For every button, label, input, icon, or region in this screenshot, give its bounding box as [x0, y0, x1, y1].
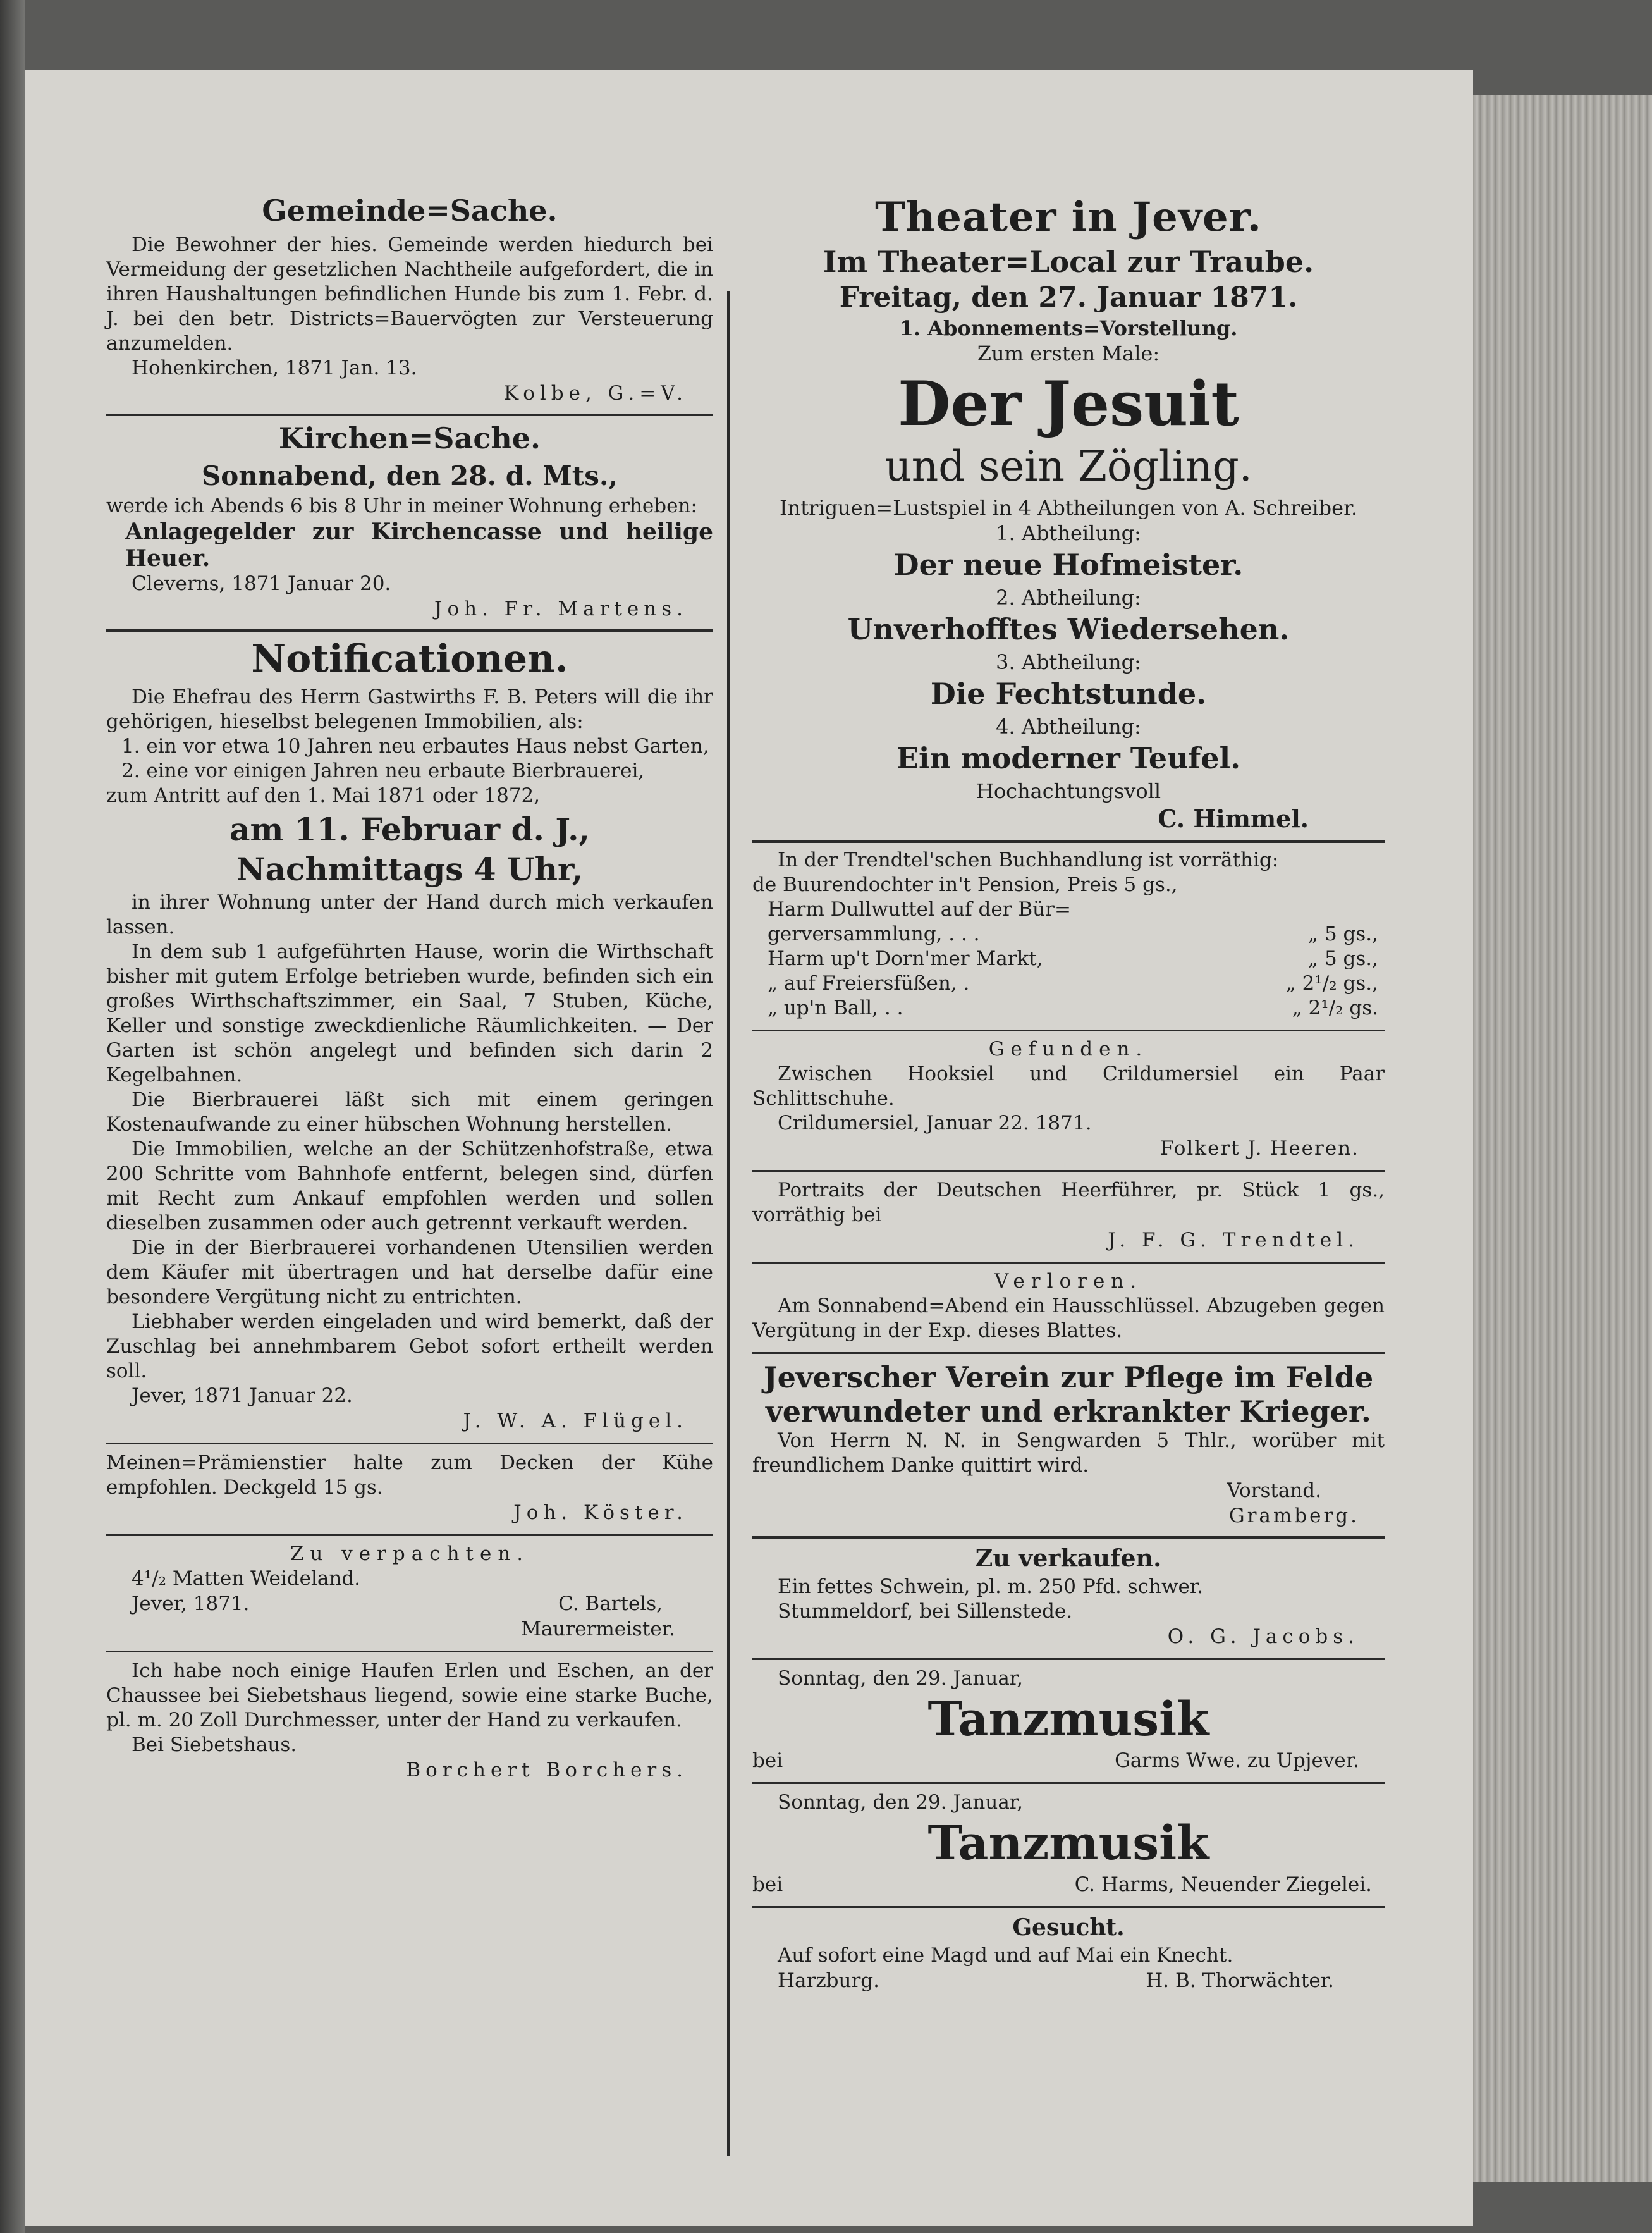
- tanzmusik-2: [752, 1790, 1385, 1897]
- verloren-title: Verloren.: [994, 1270, 1143, 1293]
- act-3-label: 3. Abtheilung:: [996, 650, 1141, 674]
- verkaufen-place: Stummeldorf, bei Sillenstede.: [778, 1600, 1073, 1623]
- newspaper-page: [25, 70, 1473, 2226]
- gemeinde-notice: [106, 194, 713, 406]
- noti-p4: Die Immobilien, welche an der Schützenhofstraße, etwa 200 Schritte vom Bahnhofe entfernt, belegen sind, dürfen mit Recht zum Ankauf empfohlen werden und sollen dieselben zusammen oder auch getrennt verkauft werden.: [106, 1138, 713, 1234]
- rule: [752, 1782, 1385, 1784]
- verpachten-place-row: [106, 1591, 713, 1616]
- gemeinde-text: Die Bewohner der hies. Gemeinde werden hiedurch bei Vermeidung der gesetzlichen Nachtheile aufgefordert, die in ihren Haushaltungen befindlichen Hunde bis zum 1. Febr. d. J. bei den betr. Districts=Bauervögten zur Versteuerung anzumelden.: [106, 233, 713, 355]
- theater-venue: Im Theater=Local zur Traube.: [823, 245, 1314, 279]
- erlen-signature: Borchert Borchers.: [406, 1759, 688, 1781]
- noti-intro: Die Ehefrau des Herrn Gastwirths F. B. Peters will die ihr gehörigen, hieselbst belegenen Immobilien, als:: [106, 686, 713, 733]
- verein-title-1: Jeverscher Verein zur Pflege im Felde: [763, 1360, 1374, 1394]
- play-title: Der Jesuit: [898, 368, 1239, 440]
- column-divider: [727, 291, 730, 2156]
- gesucht-notice: [752, 1914, 1385, 1993]
- tanz1-title: Tanzmusik: [927, 1692, 1209, 1747]
- price-name: „ up'n Ball, . .: [768, 997, 903, 1019]
- noti-p3: Die Bierbrauerei läßt sich mit einem geringen Kostenaufwande zu einer hübschen Wohnung herstellen.: [106, 1088, 713, 1136]
- rule: [752, 1658, 1385, 1660]
- rule: [106, 1534, 713, 1536]
- noti-place-date: Jever, 1871 Januar 22.: [132, 1384, 353, 1407]
- verpachten-title: Zu verpachten.: [290, 1542, 530, 1565]
- price-amount: „ 2¹/₂ gs.,: [1285, 972, 1378, 995]
- verpachten-place: Jever, 1871.: [132, 1592, 250, 1615]
- gesucht-text: Auf sofort eine Magd und auf Mai ein Knecht.: [778, 1944, 1233, 1967]
- kirchen-place-date: Cleverns, 1871 Januar 20.: [132, 572, 391, 595]
- rule: [752, 1262, 1385, 1264]
- left-column: [106, 190, 713, 1783]
- noti-item1: 1. ein vor etwa 10 Jahren neu erbautes Haus nebst Garten,: [121, 735, 709, 758]
- price-row: [752, 971, 1385, 996]
- theater-regards: Hochachtungsvoll: [976, 779, 1161, 803]
- rule: [752, 1906, 1385, 1908]
- noti-signature: J. W. A. Flügel.: [463, 1410, 688, 1432]
- noti-item2: 2. eine vor einigen Jahren neu erbaute Bierbrauerei,: [121, 760, 645, 782]
- noti-p1: in ihrer Wohnung unter der Hand durch mich verkaufen lassen.: [106, 891, 713, 938]
- rule: [106, 414, 713, 416]
- rule: [752, 1536, 1385, 1539]
- rule: [752, 840, 1385, 843]
- verkaufen-notice: [752, 1544, 1385, 1649]
- verpachten-name: C. Bartels,: [558, 1592, 663, 1615]
- book-spine: [0, 0, 25, 2233]
- noti-p5: Die in der Bierbrauerei vorhandenen Utensilien werden dem Käufer mit übertragen und hat derselbe dafür eine besondere Vergütung nicht zu entrichten.: [106, 1236, 713, 1308]
- act-1-label: 1. Abtheilung:: [996, 521, 1141, 545]
- verkaufen-signature: O. G. Jacobs.: [1167, 1625, 1359, 1648]
- verpachten-role: Maurermeister.: [521, 1618, 675, 1640]
- gefunden-signature: Folkert J. Heeren.: [1159, 1137, 1359, 1160]
- verein-signature: Gramberg.: [1228, 1504, 1359, 1527]
- noti-date2: Nachmittags 4 Uhr,: [236, 851, 584, 888]
- verloren-text: Am Sonnabend=Abend ein Hausschlüssel. Abzugeben gegen Vergütung in der Exp. dieses Blattes.: [752, 1295, 1385, 1342]
- tanz1-date: Sonntag, den 29. Januar,: [778, 1667, 1024, 1690]
- tanz2-host-row: [752, 1872, 1385, 1897]
- buch-intro: In der Trendtel'schen Buchhandlung ist vorräthig:: [778, 849, 1279, 871]
- verein-role: Vorstand.: [1227, 1479, 1321, 1502]
- price-row: [752, 996, 1385, 1021]
- gefunden-text: Zwischen Hooksiel und Crildumersiel ein Paar Schlittschuhe.: [752, 1062, 1385, 1110]
- theater-date: Freitag, den 27. Januar 1871.: [839, 281, 1298, 314]
- act-2-label: 2. Abtheilung:: [996, 586, 1141, 610]
- buch-l1: de Buurendochter in't Pension, Preis 5 gs.,: [752, 873, 1178, 896]
- price-row: [752, 947, 1385, 971]
- gefunden-place-date: Crildumersiel, Januar 22. 1871.: [778, 1112, 1092, 1135]
- verein-title-2: verwundeter und erkrankter Krieger.: [766, 1394, 1371, 1429]
- theater-first: Zum ersten Male:: [977, 341, 1160, 366]
- tanz2-host: C. Harms, Neuender Ziegelei.: [1074, 1873, 1372, 1896]
- gemeinde-signature: Kolbe, G.=V.: [503, 382, 688, 405]
- act-3-title: Die Fechtstunde.: [930, 677, 1207, 711]
- kirchen-notice: [106, 421, 713, 622]
- act-4-title: Ein moderner Teufel.: [896, 741, 1241, 775]
- erlen-place: Bei Siebetshaus.: [132, 1733, 297, 1756]
- kirchen-bold: Anlagegelder zur Kirchencasse und heilige Heuer.: [125, 519, 713, 572]
- verpachten-line1: 4¹/₂ Matten Weideland.: [132, 1567, 361, 1590]
- portraits-notice: [752, 1178, 1385, 1253]
- kirchen-title: Kirchen=Sache.: [278, 421, 541, 455]
- verkaufen-title: Zu verkaufen.: [975, 1544, 1162, 1572]
- erlen-notice: [106, 1659, 713, 1783]
- stier-text: Meinen=Prämienstier halte zum Decken der Kühe empfohlen. Deckgeld 15 gs.: [106, 1451, 713, 1499]
- tanz1-host: Garms Wwe. zu Upjever.: [1115, 1749, 1359, 1772]
- act-4-label: 4. Abtheilung:: [996, 715, 1141, 739]
- stier-notice: [106, 1451, 713, 1525]
- act-1-title: Der neue Hofmeister.: [893, 548, 1244, 582]
- theater-abo: 1. Abonnements=Vorstellung.: [899, 316, 1238, 340]
- gemeinde-title: Gemeinde=Sache.: [262, 194, 558, 228]
- rule: [106, 1443, 713, 1444]
- tanz2-date: Sonntag, den 29. Januar,: [778, 1791, 1024, 1814]
- price-name: Harm up't Dorn'mer Markt,: [768, 947, 1043, 970]
- kirchen-date: Sonnabend, den 28. d. Mts.,: [201, 460, 618, 491]
- erlen-text: Ich habe noch einige Haufen Erlen und Eschen, an der Chaussee bei Siebetshaus liegend, sowie eine starke Buche, pl. m. 20 Zoll Durchmesser, unter der Hand zu verkaufen.: [106, 1659, 713, 1732]
- page-edges: [1473, 95, 1652, 2182]
- noti-p6: Liebhaber werden eingeladen und wird bemerkt, daß der Zuschlag bei annehmbarem Gebot sofort ertheilt werden soll.: [106, 1310, 713, 1382]
- gesucht-sig-row: [752, 1968, 1385, 1993]
- gesucht-title: Gesucht.: [1012, 1914, 1125, 1941]
- rule: [752, 1030, 1385, 1031]
- rule: [106, 1651, 713, 1652]
- rule: [752, 1352, 1385, 1354]
- verpachten-notice: [106, 1542, 713, 1642]
- tanz2-bei: bei: [752, 1873, 783, 1896]
- verloren-notice: [752, 1270, 1385, 1343]
- rule: [106, 629, 713, 632]
- price-name: gerversammlung, . . .: [768, 923, 980, 945]
- portraits-text: Portraits der Deutschen Heerführer, pr. Stück 1 gs., vorräthig bei: [752, 1179, 1385, 1226]
- tanz1-bei: bei: [752, 1749, 783, 1772]
- theater-notice: [752, 194, 1385, 833]
- verein-notice: [752, 1360, 1385, 1529]
- gemeinde-place-date: Hohenkirchen, 1871 Jan. 13.: [132, 357, 417, 379]
- kirchen-text: werde ich Abends 6 bis 8 Uhr in meiner Wohnung erheben:: [106, 495, 697, 517]
- buch-l2: Harm Dullwuttel auf der Bür=: [768, 898, 1071, 921]
- stier-signature: Joh. Köster.: [513, 1501, 688, 1524]
- gefunden-title: Gefunden.: [988, 1038, 1149, 1061]
- price-amount: „ 5 gs.,: [1308, 947, 1378, 970]
- theater-signature: C. Himmel.: [1158, 804, 1309, 833]
- kirchen-signature: Joh. Fr. Martens.: [434, 598, 688, 620]
- verein-text: Von Herrn N. N. in Sengwarden 5 Thlr., worüber mit freundlichem Danke quittirt wird.: [752, 1429, 1385, 1477]
- gefunden-notice: [752, 1038, 1385, 1161]
- price-amount: „ 5 gs.,: [1308, 923, 1378, 945]
- rule: [752, 1170, 1385, 1172]
- theater-title: Theater in Jever.: [875, 194, 1262, 241]
- notificationen: [106, 637, 713, 1434]
- tanzmusik-1: [752, 1666, 1385, 1773]
- noti-antritt: zum Antritt auf den 1. Mai 1871 oder 1872,: [106, 784, 541, 807]
- noti-p2: In dem sub 1 aufgeführten Hause, worin die Wirthschaft bisher mit gutem Erfolge betrieben wurde, befinden sich ein großes Wirthschaftszimmer, ein Saal, 7 Stuben, Küche, Keller und sonstige zweckdienliche Räumlichkeiten. — Der Garten ist schön angelegt und befinden sich darin 2 Kegelbahnen.: [106, 940, 713, 1086]
- play-genre: Intriguen=Lustspiel in 4 Abtheilungen von A. Schreiber.: [779, 496, 1358, 520]
- portraits-signature: J. F. G. Trendtel.: [1108, 1229, 1359, 1252]
- tanz1-host-row: [752, 1748, 1385, 1773]
- right-column: [752, 190, 1385, 1993]
- verkaufen-text: Ein fettes Schwein, pl. m. 250 Pfd. schwer.: [778, 1575, 1204, 1598]
- tanz2-title: Tanzmusik: [927, 1816, 1209, 1871]
- price-amount: „ 2¹/₂ gs.: [1292, 997, 1378, 1019]
- play-subtitle: und sein Zögling.: [884, 442, 1252, 491]
- gesucht-place: Harzburg.: [778, 1969, 879, 1992]
- buch-notice: [752, 848, 1385, 1021]
- noti-title: Notificationen.: [251, 637, 568, 681]
- price-name: „ auf Freiersfüßen, .: [768, 972, 970, 995]
- noti-date1: am 11. Februar d. J.,: [229, 811, 590, 848]
- act-2-title: Unverhofftes Wiedersehen.: [847, 612, 1290, 646]
- gesucht-signature: H. B. Thorwächter.: [1146, 1969, 1334, 1992]
- price-row: [752, 922, 1385, 947]
